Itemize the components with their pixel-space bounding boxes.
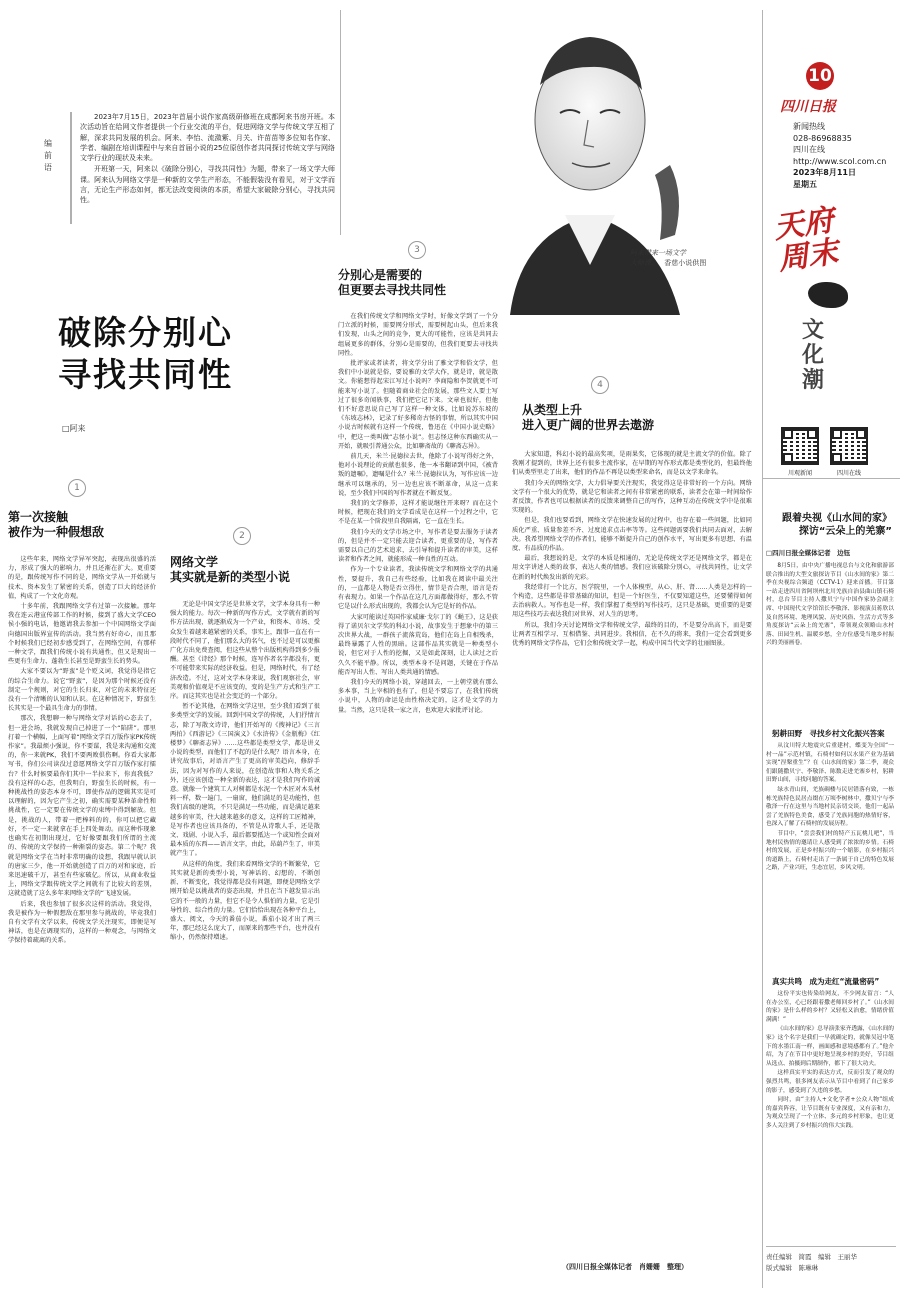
qr-code-scol[interactable] [830, 427, 868, 477]
paragraph: 这样真实平实的表达方式，反而引发了观众的强烈共鸣，很多网友表示从节目中看到了自己家乡的影子，感受到了久违的乡愁。 [766, 1070, 894, 1094]
section-number-4: 4 [591, 376, 609, 394]
editor-note [70, 112, 335, 224]
section-number-3: 3 [408, 241, 426, 259]
paragraph: 在我们传统文学和网络文学时，好像文学到了一个分门立派的时候，需要网分形式，需要树起山头，但后来我们发现，山头之间的竞争，更大的可能性，应该是共同去组展更多的群体，分别心是需要的，但我们更要去寻找共同性。 [338, 313, 498, 357]
footer-credits [766, 1252, 857, 1274]
paragraph: 节目中，“尝尝我们村的特产五瓦桃儿吧”，当地村民热情的邀请让人感受到了浓浓的乡情。石椅村的发展，正是乡村振兴的一个缩影，在乡村振兴的道路上，石椅村走出了一条属于自己的特色发展之路，产业兴旺，生态宜居，乡风文明。 [766, 830, 894, 872]
main-headline [58, 312, 233, 396]
photo-credit: 香慈小说供图 [664, 259, 707, 267]
paragraph: 大家不要以为“野蛮”是个贬义词，我觉得是指它的综合生命力。说它“野蛮”，是因为那个时候还没有制定一个规则，对它的生长归束，对它的未来特征还没有一个清晰的认知和认识。在这种情况下，野蛮生长其实是一个最具生命力的事情。 [8, 668, 156, 713]
photo-caption-line2: 大师课。 香慈小说供图 [630, 259, 707, 267]
column-divider [762, 10, 763, 1288]
paragraph: 《山水间的家》总导演张家齐透露，《山水间的家》这个名字是我们一早就确定的，就像吴冠中笔下的水墨江南一样，画面感和意境感都有了。”他介绍，为了在节目中更好地呈现乡村的美好，节目组从选点、拍摄到后期制作，都下了很大功夫。 [766, 1026, 894, 1067]
side-story-body-2 [766, 990, 894, 1240]
section-2-title: 网络文学 其实就是新的类型小说 [170, 555, 291, 584]
byline: □阿来 [62, 424, 86, 433]
issue-weekday: 星期五 [793, 179, 817, 189]
paragraph: 这些年来，网络文学异军突起，表现出很盛的活力，形成了强大的影响力，并且还渐在扩大。更重要的是，跟传统写作不同的是，网络文学从一开始就与技术、资本发生了紧密的关系，创造了巨大的经济价值，构成了一个文化奇观。 [8, 556, 156, 600]
editor-note-paragraph: 2023年7月15日，2023年首届小说作家高级研修班在成都阿来书房开班。本次活动旨在给网文作者提供一个行业交流的平台，促进网络文学与传统文学互相了解，深求共同发展的机会。阿来、李怡、流潋紫、月关、许苗苗等多位知名作家、学者、编剧在培训课程中与来自首届小说的25位原创作者共同探讨传统文学与网络文学行业的现状及未来。 [80, 113, 335, 163]
paragraph: 前几天，米兰·昆德拉去世，他除了小说写得好之外，他对小说理论的贡献也很多，他一本书翻译到中国，《被背叛的遗嘱》，遗嘱是什么？米兰·昆德拉认为，写作应该一边继承可以继承的，另一边也应该不断革命，从这一点来说，至少我们中国的写作者就在不断反复。 [338, 453, 498, 497]
qr-caption-scol: 四川在线 [836, 470, 861, 477]
masthead-info [793, 121, 886, 190]
section-4-body [512, 450, 752, 1250]
portrait-sketch [470, 5, 710, 315]
photo-caption-line1: 阿来带来一场文学 [630, 249, 686, 257]
headline-line1: 破除分别心 [58, 313, 233, 352]
photo-caption [630, 248, 706, 268]
side-story-body-1 [766, 742, 894, 968]
section-4-signature: （四川日报全媒体记者 肖姗姗 整理） [562, 1263, 688, 1271]
section-2-body [170, 600, 320, 1290]
side-story-intro [766, 562, 894, 718]
section-3-body [338, 312, 498, 1287]
paragraph: 大家知道，科幻小说的最高奖项，是雨果奖，它体现的就是主流文学的价值。除了我刚才提到的，世界上还有很多主流作家，在早期的写作形式都是类型化的，但最终他们从类型里走了出来，他们的作品不再是以类型来命名，而是以文学来命名。 [512, 451, 752, 477]
qr-code-chuanguan[interactable] [781, 427, 819, 477]
paragraph: 从这样的角度，我们来看网络文学的不断繁荣，它其实就是新的类型小说，写神话的、幻想的、不断创新、不断变化，我觉得都是没有问题，即便是网络文学刚开始是以挑战者的姿态出现，并且在当下越发显示出它的不一般的力量，但它不是令人惧怕的力量，它是引导性的、综合性的力量。它们恰恰出现在各种平台上，盛大、阅文，今天的番茄小说，番茄小说才出了两三年，那已经这么庞大了，而原来的那些平台，也并没有缩小，仍然保持增速。 [170, 860, 320, 942]
side-story-title: 跟着央视《山水间的家》 探访“云朵上的羌寨” [782, 513, 892, 537]
section-number-2: 2 [233, 527, 251, 545]
section-name: 文化潮 [802, 317, 825, 393]
site-url[interactable]: http://www.scol.com.cn [793, 156, 887, 166]
paragraph: 那次，我想聊一种与网络文学对话的心态去了，但一进会场，我就发现自己掉进了一个“陷阱”。那里打着一个横幅，上面写着“网络文学百万版作家PK传统作家”。我最烦小强说，你不要谋，我是来沟通和交流的，你一来就PK，我们不要两败俱伤啊。你看大家都写书，你们公司读没过意愿网络文学百万版作家打擂台？什么时候要最你们其中一半拉来下，你真我低？没有这样的心态，但我明白，野蛮生长的时候，有一种挑战性的姿态本身不可，即使作品的逻辑其实是可以理解的，因为它产生之初，确实需要某种革命性和挑战性，它一定要在传统文学的束缚中得到解放。但是，挑战的人，带着一把棒料的的，你可以把它藏好，不一定一来就拿在手上四处舞动。而这种作现象也确实在初期出现过，它好像要跟我们所谓的主流的、传统的文学保持一种渐裂的姿态。第二个呢？我就是网络文学在当时非常明确的设想，我跟早就认识的唐家三少，他一开始就创造了百万的对和家庭，后来迅速破千万，甚至有些家破亿。所以，从商业收益上，网络文学跟传统文学之间就有了比较大的差别，这就造就了这么多年来网络文学的“飞速发展。 [8, 715, 156, 898]
paragraph: 从汶川特大地震灾后重建村，蝶变为全国“一村一品”示范村镇，石椅村如何以水果产业为基础实现“涅槃重生”？在《山水间的家》第二季，观众们跟随撒贝宁、李敬泽、陈数走进羌寨乡村，躬耕田野山间，寻找问题的答案。 [766, 743, 894, 784]
paper-name: 四川日报 [780, 99, 836, 115]
hotline-label: 新闻热线 [793, 122, 825, 131]
author-portrait-photo [470, 5, 710, 315]
paragraph: 我们的文学修养，这样才能说继往开来呀？而在这个时候，把现在我们的文学看成是在这样一个过程之中，它不是在某一个阶段里自我隔离，它一直在生长。 [338, 500, 498, 526]
footer-divider [766, 1246, 896, 1247]
section-divider [762, 478, 900, 479]
section-1-title: 第一次接触 被作为一种假想敌 [8, 510, 105, 539]
paragraph: 绿水青山间，羌族碉楼与民居错落有致，一栋栋羌族特色民居点缀在万顷李树林中，撒贝宁与李敬泽一行在这里与当地村民亲切交谈，他们一起品尝了羌族特色美食，感受了羌族同胞的热情好客，也深入了解了石椅村的发展历程。 [766, 786, 894, 828]
paragraph: 同时，由“主持人+文化学者+公众人物”组成的嘉宾阵容，让节目既有专业深度，又有亲和力，为观众呈现了一个立体、多元的乡村形象，也让更多人关注到了乡村振兴的伟大实践。 [766, 1097, 894, 1129]
ink-splash-decoration [808, 282, 848, 308]
paragraph: 无论是中国文学还是世界文学，文学本身具有一种强大的能力。每次一种新的写作方式，文学就有新的写作方法出现，就逐渐成为一个产业，和资本、市场、受众发生着越来越紧密的关系，事实上，跟事一直在有一段时代不同了，他们那么大的名气，也不过是可以更推广化方出免费查阅，但这些从整个出版机构得到多少报酬。甚至《诗经》那个时候，连写作者名字都没有，更不可能带来实际的经济收益。但是，网络时代，有了经济改造。不过，这对文学本身来说，我们观察社会，审美观和价值观是不应该变的，变的是生产方式和生产工序。而这其实也是社会变迁的一个部分。 [170, 601, 320, 701]
brand-calligraphy: 天府周末 [771, 202, 841, 278]
side-subhead-2: 真实共鸣 成为走红“流量密码” [772, 977, 880, 986]
paragraph: 后来，我也参加了很多次这样的活动。我觉得，我是被作为一种假想敌在那里参与挑战的，毕竟我们自有文学有文学以来，传统文学关注现实，即便是写神话，也是在调现实的，这样的一种观念，与网络文学保持着疏离的关系。 [8, 900, 156, 945]
section-number-1: 1 [68, 479, 86, 497]
paragraph: 最后，我想说的是，文学的本质是相通的，无论是传统文学还是网络文学，都是在用文字讲述人类的故事，表达人类的情感。我们应该破除分别心，寻找共同性，让文学在新的时代焕发出新的光彩。 [512, 555, 752, 581]
site-label: 四川在线 [793, 145, 825, 154]
paragraph: 我们今天的网络文学，大力倡导要关注现实，我觉得这是非常好的一个方向。网络文学有一个很大的优势，就是它和读者之间有非常紧密的联系，读者会在第一时间给作者反馈，作者也可以根据读者的反馈来调整自己的写作，这种互动在传统文学中是很难实现的。 [512, 479, 752, 515]
section-1-body [8, 555, 156, 1293]
page-number-badge: 10 [806, 62, 834, 90]
paragraph: 暂不论其他，在网络文学这里，至少我们看到了很多类型文学的发展。回到中国文学的传统，人们抒情言志，除了写散文诗诗，他们开始写的《搜神记》《三言两拍》《西游记》《三国演义》《水浒传》《金瓶梅》《红楼梦》《聊斋志异》……这些都是类型文学，都是讲义小说的类型，而他们了不起的是什么呢？语言本身，在讲究故事后，对语言产生了更高的审美趋向，修辞手法，因为对写作的人来说，在创造故事和人物关系之外，还应该创造一种全新的表达，这才是我们写作的诚意。就像一个建筑工人对树都是水泥一个木匠对木头材料一样，数一遍门，一扇窗，他们满足的是功能性，但我们高级的建筑，不只是满足一些功能，而是满足越来越多的审美，往大越来越多的意义，这样的工匠精神，是写作者也应该具备的，不管是从诗歌人手，还是散文、戏剧、小说入手，最后都要抵达一个或知性会面对最本质的东西——语言文字，由此，昂葫芦生了，审美就产生了。 [170, 703, 320, 858]
footer-line1: 责任编辑 简霞 编辑 王丽华 [766, 1253, 857, 1261]
paragraph: 但是，我们也要看到，网络文学在快速发展的过程中，也存在着一些问题，比如同质化严重、质量参差不齐、过度追求点击率等等。这些问题需要我们共同去面对，去解决。我希望网络文学的作者们，能够不断提升自己的创作水平，写出更多有思想、有温度、有品质的作品。 [512, 517, 752, 553]
column-divider [340, 10, 341, 235]
editor-note-label: 编前语 [44, 139, 52, 172]
paragraph: 大家可能读过英国作家威廉·戈尔丁的《蝇王》，这是获得了诺贝尔文学奖的科幻小说，故事发生于想象中的第三次世界大战，一群孩子流落荒岛，他们在岛上自相残杀，最终暴露了人性的黑暗。这部作品其实就是一种类型小说，但它对于人性的挖掘，又是如此深刻，让人读过之后久久不能平静。所以，类型本身不是问题，关键在于作品能否写出人性、写出人类共通的情感。 [338, 613, 498, 676]
side-story-byline: □四川日报全媒体记者 边钰 [766, 549, 851, 557]
editor-note-paragraph: 开班第一天，阿来以《破除分别心，寻找共同性》为题，带来了一场文学大师课。阿来认为网络文学是一种新的文学生产形态，不能假装没有看见，对于文学而言，无论生产形态如何，都无法改变阅读的本质，希望大家破除分别心，寻找共同性。 [80, 165, 335, 205]
side-subhead-1: 躬耕田野 寻找乡村文化振兴答案 [772, 729, 885, 738]
paragraph: 批评家或者读者，将文学分出了雅文学和俗文学，但我们中小说就是俗，要说雅的文学大作，就是诗，就是散文。你能想得起宋江写过小说吗？李商隐和李贺就更不可能来写小说了。但随着商业社会的发展，那些文人要士写过了很多奇闻轶事，我们把它记下来。文章也很好，但他们不好意思说自己写了这样一种文体，比如说苏东坡的《东坡志林》，记录了好多稀奇古怪的事情，所以其实中国小说古时候就有这样一个传统，鲁迅在《中国小说史略》中，把这一类叫做“志怪小说”。但志怪这种东西确实从一开始，就吸引普通公众，比如聊斋故的《聊斋志异》。 [338, 360, 498, 450]
footer-line2: 版式编辑 陈琳琳 [766, 1264, 818, 1272]
paragraph: 我经常打一个比方，医学院里，一个人体模型，从心、肝、肾……人类是怎样的一个构造，这些都是非常基础的知识，但是一个好医生，不仅要知道这些，还要懂得如何去治病救人。写作也是一样，我们掌握了类型的写作技巧，这只是基础，更重要的是要用这些技巧去表达我们对世界、对人生的思考。 [512, 583, 752, 619]
paragraph: 所以，我们今天讨论网络文学和传统文学，最终的目的，不是要分出高下，而是要让两者互相学习、互相借鉴、共同进步。我相信，在不久的将来，我们一定会看到更多优秀的网络文学作品，它们会和传统文学一起，构成中国当代文学的壮丽图景。 [512, 621, 752, 648]
paragraph: 这份平实也传染给网友，不少网友留言：“人在办公室，心已经跟着撒老师回乡村了。”《山水间的家》是什么样的乡村？又轻松又治愈，情绪价值满满！” [766, 991, 894, 1023]
paragraph: 我们今天的网络小说，穿越回去，一上朝堂就有那么多本事，当上宰相的也有了，但是不要忘了，在我们传统小说中，人物的命运是由性格决定的，这才是文学的力量。当然，这只是我一家之言，也欢迎大家批评讨论。 [338, 678, 498, 714]
paragraph: 8月5日，由中央广播电视总台与文化和旅游部联合推出的大型文旅探访节目《山水间的家》第二季在央视综合频道（CCTV-1）迎来首播。节目第一站走进四川省阿坝州北川羌族自治县曲山镇石椅村，总台节目主持人撒贝宁与中国作家协会副主席、中国现代文学馆馆长李敬泽、影视演员蒋欣以及自然环境、地理风貌、历史风俗、生活方式等多角度探访“云朵上的羌寨”，带领观众领略山水村落、田园生机、温暖乡愁，全方位感受当地乡村振兴的美丽画卷。 [766, 563, 894, 647]
section-3-title: 分别心是需要的 但更要去寻找共同性 [338, 268, 447, 297]
paragraph: 我们今天的文学市场之中，写作者是要去服务于读者的，但是并不一定只能去迎合读者，更重要的是，写作者需要以自己的艺术追求，去引导和提升读者的审美，这样读者和作者之间，就能形成一种良性的互动。 [338, 528, 498, 564]
hotline-number: 028-86968835 [793, 133, 852, 143]
paragraph: 作为一个专业读者，我读传统文学和网络文学的共通性，要提升，我自己有些经验，比如我在阅读中最关注的，一直都是人物是否立得住，情节是否合理，语言是否有表现力。如果一个作品在这几方面都做得好，那么不管它是以什么形式出现的，我都会认为它是好的作品。 [338, 566, 498, 611]
headline-line2: 寻找共同性 [58, 355, 233, 394]
qr-caption-chuanguan: 川观新闻 [787, 470, 812, 477]
paragraph: 十多年前，我跟网络文学有过第一次接触。那年我在连云港宣传部工作的时候，接到了盛大文学CEO侯小强的电话，他邀请我去参加一个中国网络文学面向德国出版界宣传的活动。我当然有好奇心，而且那个时候我们已经初步感受到了，在网络空间，有那样一种文学，跟我们传统小说有共通性，但又是现出一些更有生命力、蓬勃生长甚至是野蛮生长的势头。 [8, 603, 156, 666]
section-4-title: 从类型上升 进入更广阔的世界去遨游 [522, 403, 655, 432]
issue-date: 2023年8月11日 [793, 168, 856, 177]
